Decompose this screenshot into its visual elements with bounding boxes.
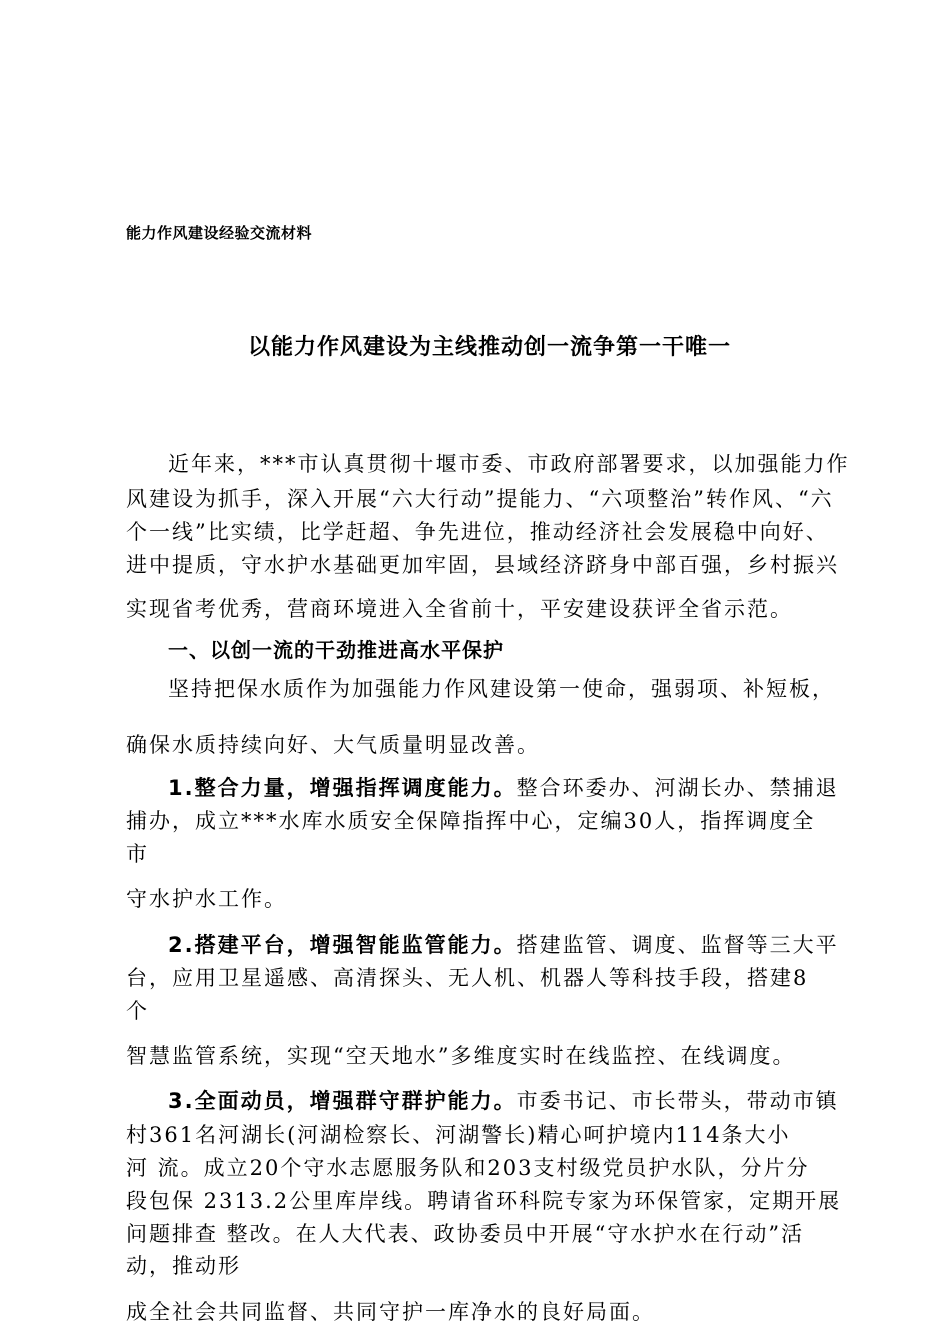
item-2-text: 搭建监管、调度、监督等三大平 (516, 933, 839, 957)
item-3-line-4: 段包保 2313.2公里库岸线。聘请省环科院专家为环保管家，定期开展 (126, 1189, 842, 1213)
item-1-line-2: 捕办，成立***水库水质安全保障指挥中心，定编30人，指挥调度全 (126, 809, 816, 833)
item-3-line-3: 河 流。成立20个守水志愿服务队和203支村级党员护水队，分片分 (126, 1156, 810, 1180)
intro-line-2: 风建设为抓手，深入开展“六大行动”提能力、“六项整治”转作风、“六 (126, 487, 834, 511)
section-heading: 一、以创一流的干劲推进高水平保护 (168, 638, 504, 662)
item-1-line-4: 守水护水工作。 (126, 887, 287, 911)
item-1-lead: 1.整合力量，增强指挥调度能力。 (168, 776, 517, 800)
item-3-line-5: 问题排查 整改。在人大代表、政协委员中开展“守水护水在行动”活 (126, 1222, 805, 1246)
item-2-line-4: 智慧监管系统，实现“空天地水”多维度实时在线监控、在线调度。 (126, 1044, 796, 1068)
item-1-line-3: 市 (126, 842, 149, 866)
item-2-lead: 2.搭建平台，增强智能监管能力。 (168, 933, 517, 957)
item-3-line-1 (168, 1085, 839, 1115)
item-3-line-2: 村361名河湖长(河湖检察长、河湖警长)精心呵护境内114条大小 (126, 1123, 791, 1147)
intro-line-1: 近年来，***市认真贯彻十堰市委、市政府部署要求，以加强能力作 (168, 452, 850, 476)
document-title: 以能力作风建设为主线推动创一流争第一干唯一 (248, 335, 732, 360)
section-summary-line-2: 确保水质持续向好、大气质量明显改善。 (126, 733, 540, 757)
item-3-lead: 3.全面动员，增强群守群护能力。 (168, 1089, 517, 1113)
intro-line-4: 进中提质，守水护水基础更加牢固，县域经济跻身中部百强，乡村振兴 (126, 553, 839, 577)
item-2-line-3: 个 (126, 999, 149, 1023)
intro-line-5: 实现省考优秀，营商环境进入全省前十，平安建设获评全省示范。 (126, 597, 793, 621)
item-1-text: 整合环委办、河湖长办、禁捕退 (516, 776, 839, 800)
intro-line-3: 个一线”比实绩，比学赶超、争先进位，推动经济社会发展稳中向好、 (126, 520, 829, 544)
item-2-line-1 (168, 929, 839, 959)
item-3-line-6: 动，推动形 (126, 1254, 241, 1278)
item-3-text: 市委书记、市长带头，带动市镇 (516, 1089, 839, 1113)
section-summary-line-1: 坚持把保水质作为加强能力作风建设第一使命，强弱项、补短板， (168, 677, 835, 701)
header-label: 能力作风建设经验交流材料 (126, 224, 313, 242)
item-1-line-1 (168, 772, 839, 802)
item-2-line-2: 台，应用卫星遥感、高清探头、无人机、机器人等科技手段，搭建8 (126, 966, 809, 990)
item-3-line-7: 成全社会共同监督、共同守护一库净水的良好局面。 (126, 1300, 655, 1324)
